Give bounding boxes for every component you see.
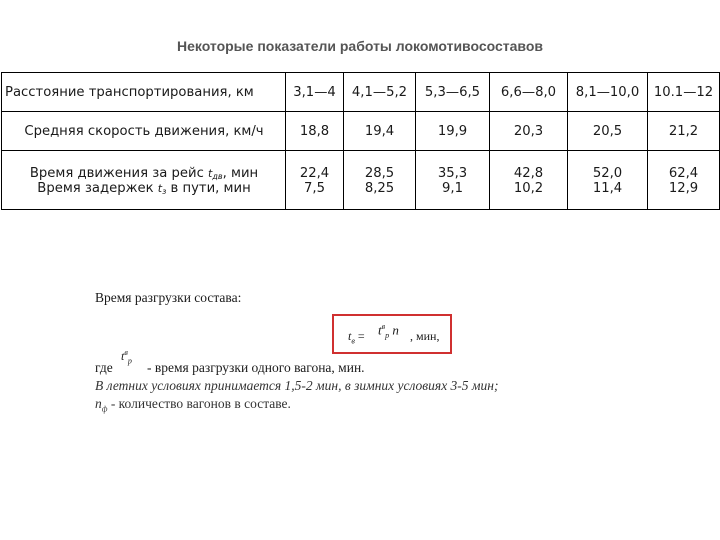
table-cell: 8,1—10,0 [568, 73, 648, 112]
table-row-delay-time [2, 181, 720, 210]
table-cell: 10,2 [490, 181, 568, 210]
table-cell: 8,25 [344, 181, 416, 210]
table-cell: 19,4 [344, 112, 416, 151]
table-cell: 28,5 [344, 151, 416, 182]
row-label-travel-time: Время движения за рейс tдв, мин [2, 151, 286, 182]
table-cell: 12,9 [648, 181, 720, 210]
table-cell: 10.1—12 [648, 73, 720, 112]
page-title: Некоторые показатели работы локомотивосоставов [176, 38, 544, 54]
table-cell: 7,5 [286, 181, 344, 210]
table-cell: 11,4 [568, 181, 648, 210]
table-cell: 35,3 [416, 151, 490, 182]
table-cell: 4,1—5,2 [344, 73, 416, 112]
table-cell: 9,1 [416, 181, 490, 210]
table-cell: 52,0 [568, 151, 648, 182]
table-cell: 42,8 [490, 151, 568, 182]
gde-text: - время разгрузки одного вагона, мин. [147, 360, 365, 375]
row-label-speed: Средняя скорость движения, км/ч [2, 112, 286, 151]
table-cell: 62,4 [648, 151, 720, 182]
formula-heading: Время разгрузки состава: [95, 290, 242, 305]
row-label-delay-time: Время задержек tз в пути, мин [2, 181, 286, 210]
table-cell: 20,3 [490, 112, 568, 151]
table-cell: 18,8 [286, 112, 344, 151]
table-row-distance [2, 73, 720, 112]
formula-explanation [95, 348, 365, 376]
row-label-distance: Расстояние транспортирования, км [2, 73, 286, 112]
formula-lhs: $t_в$ = [348, 329, 365, 346]
table-cell: 20,5 [568, 112, 648, 151]
gde-word: где [95, 360, 113, 375]
table-cell: 6,6—8,0 [490, 73, 568, 112]
wagon-count-note: $n_ф$ - количество вагонов в составе. [95, 396, 291, 414]
formula-unit: , мин, [410, 329, 440, 343]
tp-symbol: $t^в_р$ [121, 348, 132, 366]
locomotive-indicators-table [1, 72, 720, 210]
formula-box [332, 314, 452, 354]
table-cell: 22,4 [286, 151, 344, 182]
table-cell: 19,9 [416, 112, 490, 151]
table-cell: 21,2 [648, 112, 720, 151]
formula-rhs: $t^в_р$ n [378, 322, 399, 340]
table-cell: 5,3—6,5 [416, 73, 490, 112]
table-cell: 3,1—4 [286, 73, 344, 112]
table-row-speed [2, 112, 720, 151]
seasonal-note: В летних условиях принимается 1,5-2 мин, в зимних условиях 3-5 мин; [95, 378, 499, 393]
table-row-travel-time [2, 151, 720, 182]
